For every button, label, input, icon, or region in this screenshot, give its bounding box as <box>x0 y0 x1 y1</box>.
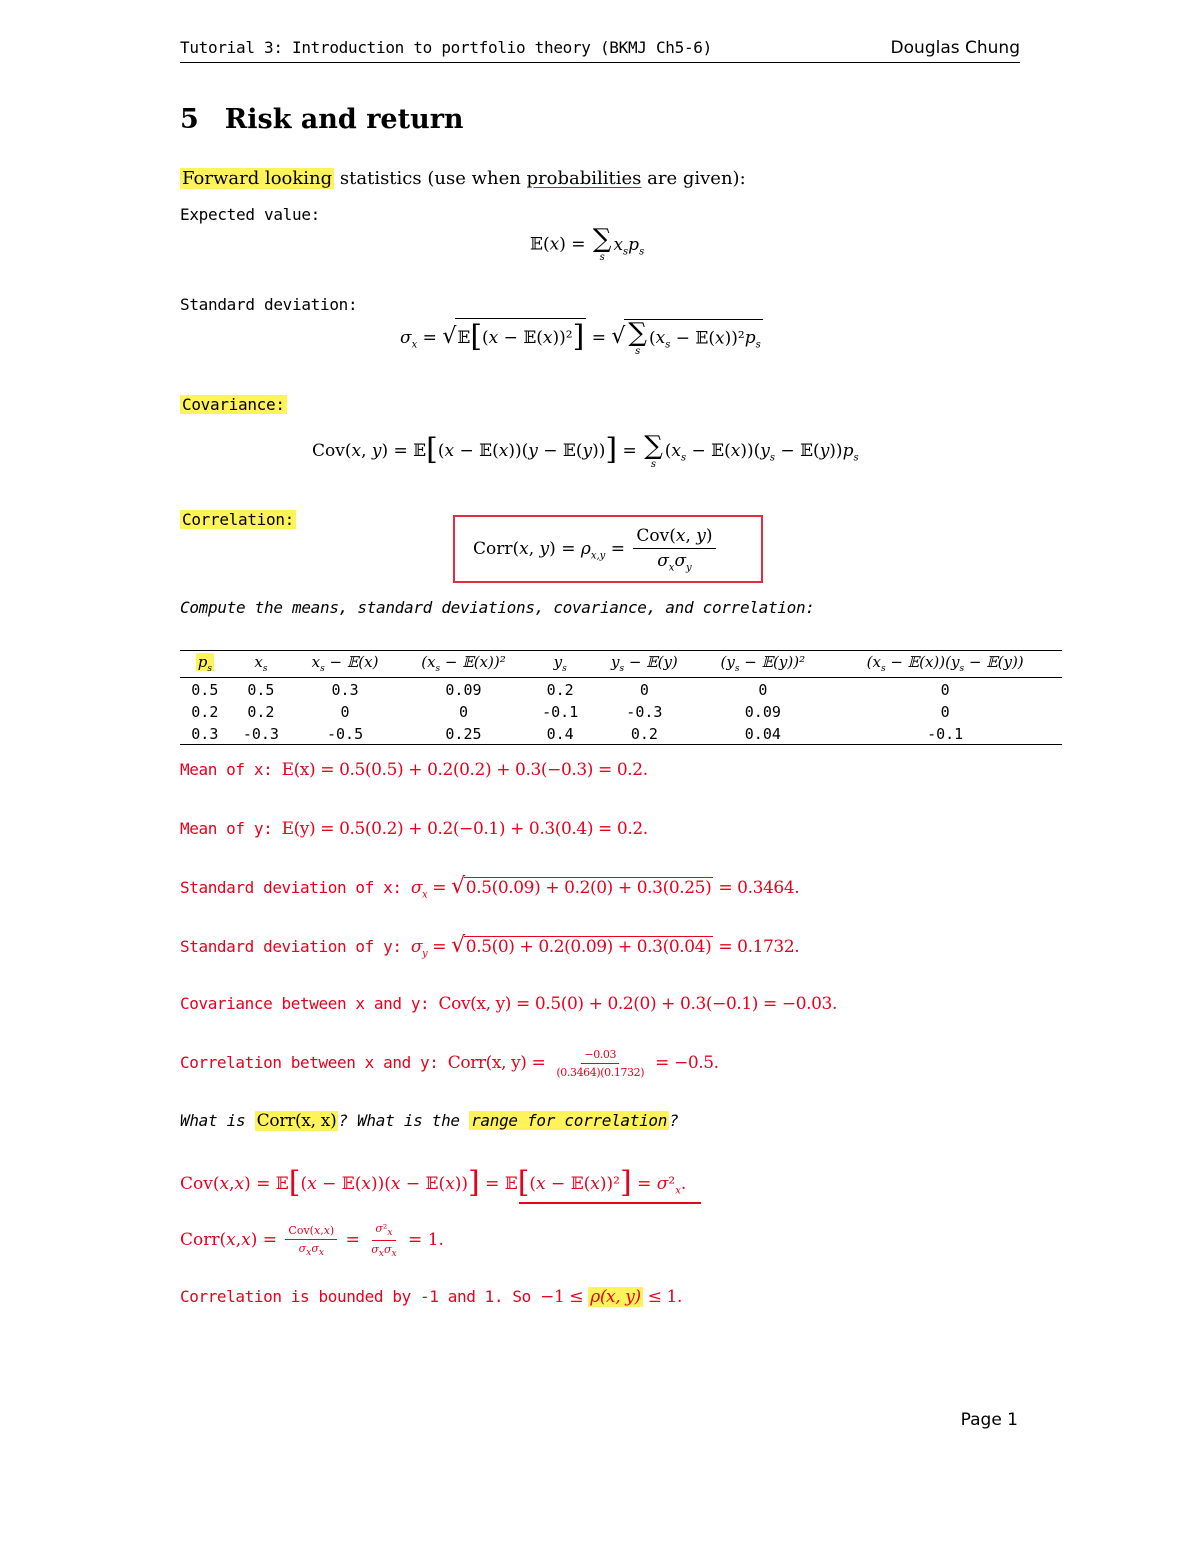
table-cell: 0.09 <box>445 680 482 699</box>
intro-highlight: Forward looking <box>182 168 333 189</box>
answer-correlation: Correlation between x and y: Corr(x, y) = $\frac{-0.03}{(0.3464)(0.1732)}$ = −0.5. <box>180 1048 719 1079</box>
table-header-cell: ($x_s$ − 𝔼(x))² <box>398 651 529 678</box>
answer-sd-y: Standard deviation of y: $\sigma_y = √0.5(0) + 0.2(0.09) + 0.3(0.04) = 0.1732$. <box>180 933 800 960</box>
table-cell: 0 <box>940 702 950 721</box>
table-cell: 0.3 <box>180 722 230 745</box>
answer-cov-xx: Cov(x,x) = 𝔼[(x − 𝔼(x))(x − 𝔼(x))] = 𝔼[(x − 𝔼(x))²] = $\sigma^2_x$. <box>180 1165 687 1200</box>
intro-line <box>180 168 746 189</box>
table-header-cell: $x_s$ <box>230 651 292 678</box>
answer-covariance: Covariance between x and y: Cov(x, y) = 0.5(0) + 0.2(0) + 0.3(−0.1) = −0.03. <box>180 994 837 1014</box>
answer-corr-xx: Corr(x,x) = $\frac{\text{Cov(x,x)}}{\sigma_x\sigma_x}$ = $\frac{\sigma^2_x}{\sigma_x\sigma_x}$ = 1. <box>180 1222 444 1260</box>
answer-sd-x: Standard deviation of x: $\sigma_x = √0.5(0.09) + 0.2(0) + 0.3(0.25) = 0.3464$. <box>180 874 800 901</box>
formula-covariance: Cov(x, y) = 𝔼[(x − 𝔼(x))(y − 𝔼(y))] = ∑ s ($x_s$ − $𝔼(x))(y_s$ − $𝔼(y))p_s$ <box>312 430 859 470</box>
table-row <box>180 700 1062 722</box>
table-cell: 0 <box>458 702 468 721</box>
label-covariance: Covariance: <box>182 395 285 414</box>
table-cell: 0 <box>340 702 350 721</box>
answer-underline <box>519 1202 701 1204</box>
table-cell: 0.4 <box>529 722 591 745</box>
table-cell: -0.1 <box>828 722 1062 745</box>
label-correlation: Correlation: <box>182 510 294 529</box>
answer-mean-x: Mean of x: E(x) = 0.5(0.5) + 0.2(0.2) + 0.3(−0.3) = 0.2. <box>180 760 648 780</box>
table-header-cell: $x_s$ − 𝔼(x) <box>292 651 398 678</box>
data-table <box>180 650 1062 745</box>
label-expected-value: Expected value: <box>180 205 320 224</box>
table-row <box>180 678 1062 701</box>
table-header-cell: ($y_s$ − 𝔼(y))² <box>697 651 828 678</box>
table-cell: -0.1 <box>542 702 579 721</box>
table-cell: 0.2 <box>247 702 275 721</box>
table-cell: 0.09 <box>744 702 781 721</box>
section-heading <box>180 104 464 135</box>
table-cell: -0.5 <box>292 722 398 745</box>
table-header-cell: $y_s$ <box>529 651 591 678</box>
section-title: Risk and return <box>224 104 464 135</box>
table-row <box>180 722 1062 745</box>
table-cell: -0.3 <box>230 722 292 745</box>
table-cell: 0.3 <box>331 680 359 699</box>
formula-correlation: Corr(x, $y) = \rho_{x,y}$ = $\frac{\text{Cov(x, y)}}{\sigma_x\sigma_y}$ <box>473 526 719 573</box>
table-cell: 0.04 <box>697 722 828 745</box>
closing-line: Correlation is bounded by -1 and 1. So −1 ≤ ρ(x, y) ≤ 1. <box>180 1287 682 1307</box>
table-cell: -0.3 <box>626 702 663 721</box>
section-number: 5 <box>180 104 199 135</box>
header-rule <box>180 62 1020 63</box>
table-cell: 0.25 <box>398 722 529 745</box>
table-cell: 0 <box>940 680 950 699</box>
question-line: What is Corr(x, x) ? What is the range for correlation ? <box>180 1111 679 1131</box>
page-number: Page 1 <box>960 1410 1018 1430</box>
table-cell: 0.2 <box>191 702 219 721</box>
table-cell: 0.5 <box>247 680 275 699</box>
formula-expected-value: 𝔼(x) = ∑ s $x_sp_s$ <box>530 224 645 263</box>
intro-text-1: statistics (use when <box>334 168 527 189</box>
intro-underlined: probabilities <box>526 168 642 189</box>
table-cell: 0 <box>639 680 649 699</box>
answer-mean-y: Mean of y: E(y) = 0.5(0.2) + 0.2(−0.1) + 0.3(0.4) = 0.2. <box>180 819 648 839</box>
formula-standard-deviation: $\sigma_x$ = √𝔼[(x − 𝔼(x))²] = √ ∑ s ($x_s$ − $𝔼(x))^2p_s$ <box>400 317 761 357</box>
header-title: Tutorial 3: Introduction to portfolio theory (BKMJ Ch5-6) <box>180 38 712 57</box>
intro-text-2: are given): <box>641 168 746 189</box>
table-cell: 0.2 <box>591 722 697 745</box>
table-cell: 0.2 <box>546 680 574 699</box>
table-cell: 0.5 <box>191 680 219 699</box>
table-cell: 0 <box>758 680 768 699</box>
label-standard-deviation: Standard deviation: <box>180 295 358 314</box>
instruction-text: Compute the means, standard deviations, covariance, and correlation: <box>180 598 815 617</box>
header-author: Douglas Chung <box>890 38 1020 58</box>
table-header-cell: $y_s$ − 𝔼(y) <box>591 651 697 678</box>
table-header-cell: $p_s$ <box>180 651 230 678</box>
table-header-cell: ($x_s$ − $𝔼(x))(y_s$ − 𝔼(y)) <box>828 651 1062 678</box>
table-header-row <box>180 651 1062 678</box>
